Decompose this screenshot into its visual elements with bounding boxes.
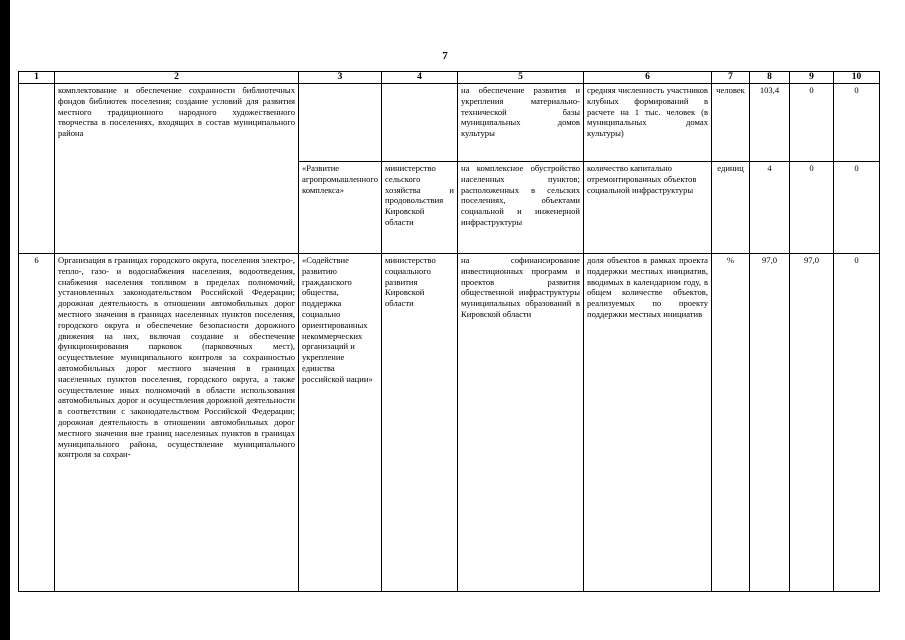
column-header: 7 [712,72,750,84]
purpose-cell: на обеспечение развития и укрепления материально-технической базы муниципальных домов культуры [458,84,584,162]
authority-description: Организация в границах городского округа, поселения электро-, тепло-, газо- и водоснабжения населения, водоотведения, снабжения населения топливом в пределах полномочий, установленных законодательством Российской Федерации; дорожная деятельность в отношении автомобильных дорог местного значения в границах населенных пунктов поселения, городского округа и обеспечение безопасности дорожного движения на них, включая создание и обеспечение функционирования парковок (парковочных мест), осуществление муниципального контроля за сохранностью автомобильных дорог местного значения в границах населенных пунктов поселения, городского округа, а также осуществление иных полномочий в области использования автомобильных дорог и осуществления дорожной деятельности в соответствии с законодательством Российской Федерации; дорожная деятельность в отношении автомобильных дорог местного значения вне границ населенных пунктов в границах муниципального района, осуществление муниципального контроля за сохран- [55,254,299,592]
value-col9: 97,0 [790,254,834,592]
unit-cell: единиц [712,162,750,254]
column-header: 6 [584,72,712,84]
column-header: 5 [458,72,584,84]
row-number-cell: 6 [19,254,55,592]
indicator-cell: количество капитально отремонтированных объектов социальной инфраструктуры [584,162,712,254]
purpose-cell: на комплексное обустройство населенных пунктов; расположенных в сельских поселениях, объектами социальной и инженерной инфраструктуры [458,162,584,254]
value-col8: 97,0 [750,254,790,592]
page-number: 7 [442,50,448,62]
column-number-row [19,72,880,84]
ministry-cell: министерство социального развития Кировской области [382,254,458,592]
indicator-cell: средняя численность участников клубных формирований в расчете на 1 тыс. человек (в муниципальных домах культуры) [584,84,712,162]
column-header: 10 [834,72,880,84]
value-col9: 0 [790,162,834,254]
ministry-cell-empty [382,84,458,162]
value-col10: 0 [834,162,880,254]
indicators-table [18,71,880,592]
purpose-cell: на софинансирование инвестиционных программ и проектов развития общественной инфраструктуры муниципальных образований в Кировской области [458,254,584,592]
value-col8: 4 [750,162,790,254]
scan-edge [0,0,10,640]
table-row [19,84,880,162]
column-header: 2 [55,72,299,84]
value-col9: 0 [790,84,834,162]
unit-cell: человек [712,84,750,162]
unit-cell: % [712,254,750,592]
indicator-cell: доля объектов в рамках проекта поддержки местных инициатив, вводимых в календарном году, в общем количестве объектов, реализуемых по проекту поддержки местных инициатив [584,254,712,592]
ministry-cell: министерство сельского хозяйства и продовольствия Кировской области [382,162,458,254]
value-col10: 0 [834,254,880,592]
column-header: 8 [750,72,790,84]
row-number-cell [19,84,55,254]
column-header: 3 [299,72,382,84]
column-header: 4 [382,72,458,84]
table-row [19,254,880,592]
program-cell-empty [299,84,382,162]
value-col10: 0 [834,84,880,162]
column-header: 9 [790,72,834,84]
authority-description: комплектование и обеспечение сохранности библиотечных фондов библиотек поселения; создание условий для развития местного традиционного народного художественного творчества в поселениях, входящих в состав муниципального района [55,84,299,254]
program-cell: «Развитие агропромышленного комплекса» [299,162,382,254]
value-col8: 103,4 [750,84,790,162]
program-cell: «Содействие развитию гражданского общества, поддержка социально ориентированных некоммерческих организаций и укрепление единства российской нации» [299,254,382,592]
column-header: 1 [19,72,55,84]
